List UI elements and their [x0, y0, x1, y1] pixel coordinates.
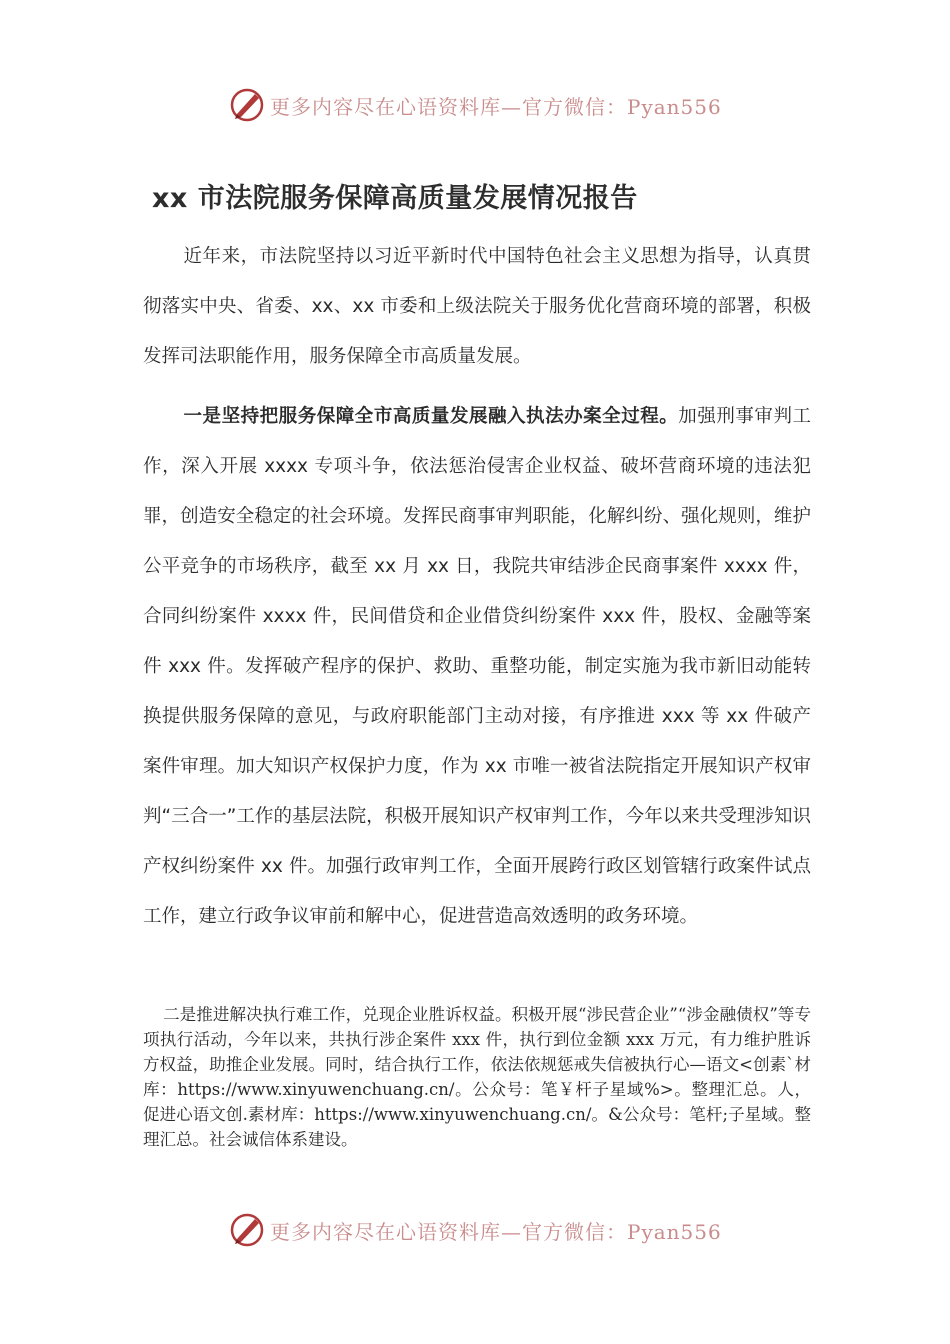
- banner-text: 更多内容尽在心语资料库—官方微信：Pyan556: [270, 1219, 722, 1244]
- pen-circle-logo-icon: [228, 1211, 266, 1249]
- pen-circle-logo-icon: [228, 86, 266, 124]
- banner-text: 更多内容尽在心语资料库—官方微信：Pyan556: [270, 94, 722, 119]
- paragraph-one: [143, 392, 811, 942]
- paragraph-one-lead: 一是坚持把服务保障全市高质量发展融入执法办案全过程。: [183, 406, 679, 427]
- paragraph-two-text: 二是推进解决执行难工作，兑现企业胜诉权益。积极开展“涉民营企业”“涉金融债权”等专项执行活动，今年以来，共执行涉企案件 xxx 件，执行到位金额 xxx 万元，有力维护胜诉方权益，助推企业发展。同时，结合执行工作，依法依规惩戒失信被执行心—语文<创素`材库：https://www.xinyuwenchuang.cn/。公众号：笔￥杆子星域%>。整理汇总。人，促进心语文创.素材库：https://www.xinyuwenchuang.cn/。&公众号：笔杆;子星域。整理汇总。社会诚信体系建设。: [143, 1005, 811, 1149]
- document-title: xx 市法院服务保障高质量发展情况报告: [152, 183, 638, 214]
- paragraph-intro-text: 近年来，市法院坚持以习近平新时代中国特色社会主义思想为指导，认真贯彻落实中央、省委、xx、xx 市委和上级法院关于服务优化营商环境的部署，积极发挥司法职能作用，服务保障全市高质量发展。: [143, 246, 811, 367]
- paragraph-two: [143, 1002, 811, 1152]
- header-banner: [228, 84, 722, 126]
- paragraph-intro: [143, 232, 811, 382]
- footer-banner: [228, 1209, 722, 1251]
- paragraph-one-body: 加强刑事审判工作，深入开展 xxxx 专项斗争，依法惩治侵害企业权益、破坏营商环境的违法犯罪，创造安全稳定的社会环境。发挥民商事审判职能，化解纠纷、强化规则，维护公平竞争的市场秩序，截至 xx 月 xx 日，我院共审结涉企民商事案件 xxxx 件，合同纠纷案件 xxxx 件，民间借贷和企业借贷纠纷案件 xxx 件，股权、金融等案件 xxx 件。发挥破产程序的保护、救助、重整功能，制定实施为我市新旧动能转换提供服务保障的意见，与政府职能部门主动对接，有序推进 xxx 等 xx 件破产案件审理。加大知识产权保护力度，作为 xx 市唯一被省法院指定开展知识产权审判“三合一”工作的基层法院，积极开展知识产权审判工作，今年以来共受理涉知识产权纠纷案件 xx 件。加强行政审判工作，全面开展跨行政区划管辖行政案件试点工作，建立行政争议审前和解中心，促进营造高效透明的政务环境。: [143, 406, 811, 927]
